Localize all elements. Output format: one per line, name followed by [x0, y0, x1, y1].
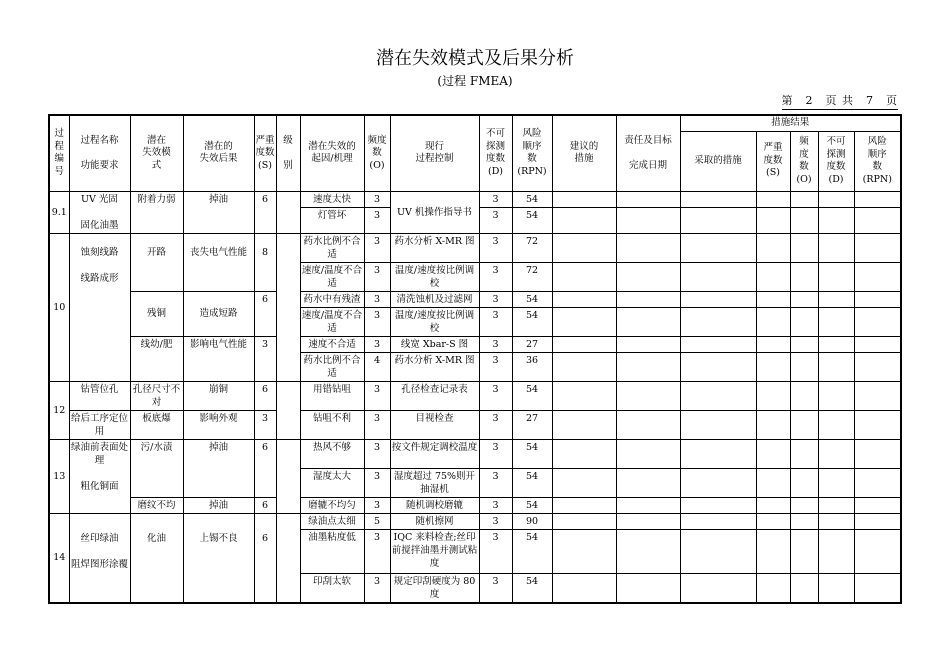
table-row: [49, 291, 901, 307]
rpn: 36: [512, 352, 552, 381]
rpn: 54: [512, 291, 552, 307]
class: [276, 381, 300, 439]
occurrence: 3: [364, 191, 390, 208]
failure-mode: 残铜: [130, 291, 183, 336]
cause: 速度太快: [300, 191, 364, 208]
detection: 3: [479, 497, 512, 513]
cause: 印刮太软: [300, 573, 364, 603]
rpn: 54: [512, 497, 552, 513]
control: IQC 来料检查;丝印前搅拌油墨并测试粘度: [390, 529, 479, 573]
process-name: UV 光固 固化油墨: [69, 191, 130, 233]
severity: 6: [254, 381, 276, 410]
detection: 3: [479, 513, 512, 529]
control: 孔径检查记录表: [390, 381, 479, 410]
occurrence: 3: [364, 410, 390, 439]
control: 温度/速度按比例调校: [390, 262, 479, 291]
failure-mode: 板底爆: [130, 410, 183, 439]
failure-mode: 磨纹不均: [130, 497, 183, 513]
occurrence: 3: [364, 497, 390, 513]
detection: 3: [479, 336, 512, 352]
control: UV 机操作指导书: [390, 191, 479, 233]
detection: 3: [479, 291, 512, 307]
header-rpn: 风险 顺序 数 (RPN): [512, 115, 552, 191]
severity: 3: [254, 336, 276, 381]
rpn: 54: [512, 381, 552, 410]
control: 湿度超过 75%则开抽湿机: [390, 468, 479, 497]
header-results: 措施结果: [680, 115, 901, 131]
cause: 药水比例不合适: [300, 352, 364, 381]
table-row: [49, 497, 901, 513]
failure-mode: 附着力弱: [130, 191, 183, 233]
severity: 6: [254, 191, 276, 233]
failure-effect: 造成短路: [183, 291, 254, 336]
step-no: 14: [49, 513, 69, 603]
detection: 3: [479, 468, 512, 497]
cause: 药水比例不合适: [300, 233, 364, 262]
control: 规定印刮硬度为 80 度: [390, 573, 479, 603]
detection: 3: [479, 307, 512, 336]
failure-mode: 开路: [130, 233, 183, 291]
detection: 3: [479, 262, 512, 291]
severity: 8: [254, 233, 276, 291]
table-row: [49, 233, 901, 262]
rpn: 54: [512, 529, 552, 573]
detection: 3: [479, 410, 512, 439]
header-control: 现行 过程控制: [390, 115, 479, 191]
detection: 3: [479, 233, 512, 262]
failure-effect: 掉油: [183, 191, 254, 233]
control: 温度/速度按比例调校: [390, 307, 479, 336]
occurrence: 3: [364, 381, 390, 410]
detection: 3: [479, 529, 512, 573]
cause: 用错钻咀: [300, 381, 364, 410]
cause: 钻咀不利: [300, 410, 364, 439]
cause: 速度/温度不合适: [300, 262, 364, 291]
process-name: 绿油前表面处理 粗化铜面: [69, 439, 130, 513]
step-no: 10: [49, 233, 69, 381]
step-no: 13: [49, 439, 69, 513]
rpn: 27: [512, 336, 552, 352]
header-r-severity: 严重 度数 (S): [756, 131, 790, 191]
process-name: 丝印绿油 阻焊图形涂覆: [69, 513, 130, 603]
control: 目视检查: [390, 410, 479, 439]
severity: 3: [254, 410, 276, 439]
cause: 油墨粘度低: [300, 529, 364, 573]
header-responsibility: 责任及目标 完成日期: [616, 115, 680, 191]
table-row: [49, 381, 901, 410]
occurrence: 3: [364, 468, 390, 497]
fmea-table: [48, 114, 902, 604]
header-r-rpn: 风险 顺序 数 (RPN): [854, 131, 901, 191]
rpn: 54: [512, 573, 552, 603]
occurrence: 4: [364, 352, 390, 381]
cause: 药水中有残渣: [300, 291, 364, 307]
failure-effect: 丧失电气性能: [183, 233, 254, 291]
failure-effect: 影响电气性能: [183, 336, 254, 381]
header-class: 级 别: [276, 115, 300, 191]
occurrence: 3: [364, 291, 390, 307]
rpn: 54: [512, 307, 552, 336]
header-failure-mode: 潜在 失效模 式: [130, 115, 183, 191]
occurrence: 3: [364, 336, 390, 352]
failure-mode: 线幼/肥: [130, 336, 183, 381]
control: 药水分析 X-MR 图: [390, 352, 479, 381]
header-r-detection: 不可 探测 度数 (D): [818, 131, 854, 191]
document-subtitle: (过程 FMEA): [437, 74, 513, 88]
table-row: [49, 410, 901, 439]
rpn: 90: [512, 513, 552, 529]
class: [276, 191, 300, 233]
control: 线宽 Xbar-S 图: [390, 336, 479, 352]
detection: 3: [479, 573, 512, 603]
control: 药水分析 X-MR 图: [390, 233, 479, 262]
header-r-occurrence: 频 度 数 (O): [790, 131, 818, 191]
occurrence: 3: [364, 529, 390, 573]
failure-effect: 上锡不良: [183, 513, 254, 603]
rpn: 54: [512, 208, 552, 233]
occurrence: 3: [364, 208, 390, 233]
failure-mode: 化油: [130, 513, 183, 603]
severity: 6: [254, 513, 276, 603]
step-no: 12: [49, 381, 69, 439]
rpn: 54: [512, 191, 552, 208]
header-detection: 不可 探测 度数 (D): [479, 115, 512, 191]
failure-effect: 掉油: [183, 439, 254, 497]
process-name: 钻管位孔: [69, 381, 130, 410]
process-name: 蚀刻线路 线路成形: [69, 233, 130, 381]
header-failure-effect: 潜在的 失效后果: [183, 115, 254, 191]
header-recommended: 建议的 措施: [552, 115, 616, 191]
class: [276, 439, 300, 513]
cause: 速度/温度不合适: [300, 307, 364, 336]
control: 清洗蚀机及过滤网: [390, 291, 479, 307]
table-row: [49, 336, 901, 352]
header-severity: 严重度数(S): [254, 115, 276, 191]
header-process-name: 过程名称 功能要求: [69, 115, 130, 191]
control: 随机调校磨辘: [390, 497, 479, 513]
detection: 3: [479, 191, 512, 208]
detection: 3: [479, 352, 512, 381]
detection: 3: [479, 439, 512, 468]
table-row: [49, 191, 901, 208]
header-action-taken: 采取的措施: [680, 131, 756, 191]
failure-effect: 掉油: [183, 497, 254, 513]
rpn: 27: [512, 410, 552, 439]
occurrence: 5: [364, 513, 390, 529]
occurrence: 3: [364, 573, 390, 603]
page-number: 第 2 页 共 7 页: [782, 92, 899, 110]
detection: 3: [479, 381, 512, 410]
severity: 6: [254, 439, 276, 497]
failure-mode: 污/水渍: [130, 439, 183, 497]
rpn: 54: [512, 439, 552, 468]
failure-mode: 孔径尺寸不对: [130, 381, 183, 410]
header-step-no: 过程编号: [49, 115, 69, 191]
control: 随机擦网: [390, 513, 479, 529]
severity: 6: [254, 497, 276, 513]
document-title: 潜在失效模式及后果分析: [376, 48, 574, 69]
table-row: [49, 439, 901, 468]
rpn: 72: [512, 233, 552, 262]
rpn: 72: [512, 262, 552, 291]
class: [276, 513, 300, 603]
header-cause: 潜在失效的 起因/机理: [300, 115, 364, 191]
failure-effect: 崩铜: [183, 381, 254, 410]
failure-effect: 影响外观: [183, 410, 254, 439]
process-name: 给后工序定位用: [69, 410, 130, 439]
occurrence: 3: [364, 307, 390, 336]
cause: 湿度太大: [300, 468, 364, 497]
cause: 热风不够: [300, 439, 364, 468]
cause: 灯管坏: [300, 208, 364, 233]
cause: 速度不合适: [300, 336, 364, 352]
severity: 6: [254, 291, 276, 336]
cause: 绿油点太细: [300, 513, 364, 529]
detection: 3: [479, 208, 512, 233]
occurrence: 3: [364, 439, 390, 468]
control: 按文件规定调校温度: [390, 439, 479, 468]
step-no: 9.1: [49, 191, 69, 233]
occurrence: 3: [364, 262, 390, 291]
cause: 磨辘不均匀: [300, 497, 364, 513]
occurrence: 3: [364, 233, 390, 262]
class: [276, 233, 300, 381]
table-row: [49, 513, 901, 529]
rpn: 54: [512, 468, 552, 497]
header-occurrence: 频度数(O): [364, 115, 390, 191]
